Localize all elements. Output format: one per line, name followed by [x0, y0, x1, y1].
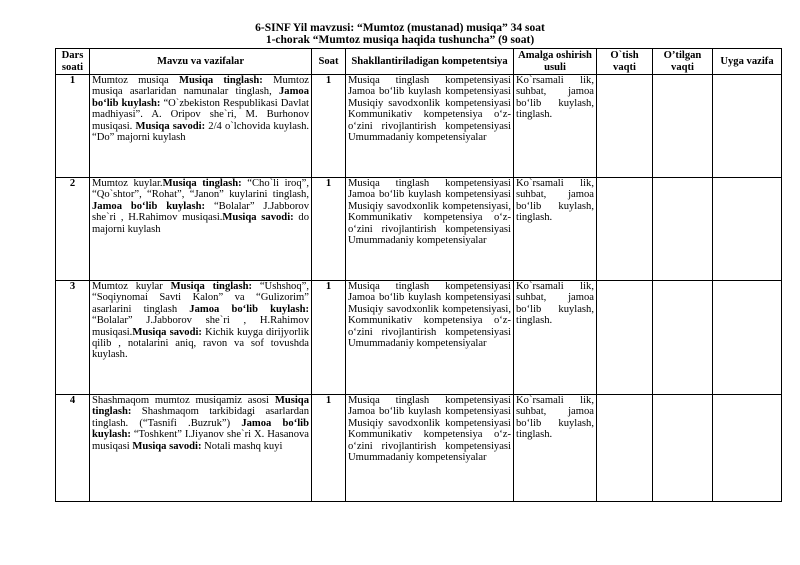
- title-line-2: 1-chorak “Mumtoz musiqa haqida tushuncha” (9 soat): [265, 34, 535, 46]
- cell-num: 2: [56, 178, 90, 281]
- cell-mavzu: [90, 281, 312, 395]
- bold-run: Musiqa tinglash:: [162, 178, 242, 189]
- cell-uyga-vazifa: [713, 178, 782, 281]
- text-run: “Bolalar” J.Jabborov she`ri , H.Rahimov musiqasi.: [92, 315, 309, 338]
- cell-num: 3: [56, 281, 90, 395]
- cell-otish-vaqti: [597, 281, 653, 395]
- bold-run: Musiqa savodi:: [135, 120, 206, 132]
- text-run: Kichik kuyga dirijyorlik qilib , notalarini aniq, ravon va sof tovushda kuylash.: [92, 326, 309, 361]
- lesson-plan-table: [55, 48, 782, 502]
- text-run: Shashmaqom mumtoz musiqamiz asosi: [92, 395, 275, 406]
- cell-uyga-vazifa: [713, 75, 782, 178]
- text-run: 2/4 o`lchovida kuylash. “Do” majorni kuylash: [92, 120, 310, 144]
- cell-num: 1: [56, 75, 90, 178]
- cell-otish-vaqti: [597, 75, 653, 178]
- cell-otilgan-vaqti: [653, 281, 713, 395]
- cell-otilgan-vaqti: [653, 75, 713, 178]
- cell-mavzu: [90, 395, 312, 502]
- cell-kompetensiya: Musiqa tinglash kompetensiyasi Jamoa bo‘lib kuylash kompetensiyasi Musiqiy savodxonlik kompetensiyasi, Kommunikativ kompetensiya o‘z-o‘zini rivojlantirish kompetensiyasi Umummadaniy kompetensiyalar: [346, 281, 514, 395]
- cell-soat: 1: [312, 395, 346, 502]
- text-run: Mumtoz musiqa: [92, 75, 179, 86]
- cell-otish-vaqti: [597, 395, 653, 502]
- text-run: Mumtoz kuylar: [92, 281, 171, 292]
- bold-run: Jamoa bo‘lib kuylash:: [92, 417, 310, 441]
- bold-run: Musiqa tinglash:: [170, 281, 253, 292]
- cell-usul: Ko`rsamali lik, suhbat, jamoa bo‘lib kuylash, tinglash.: [514, 395, 597, 502]
- document-header: [0, 22, 800, 46]
- header-usul: Amalga oshirish usuli: [514, 49, 597, 75]
- table-header-row: [56, 49, 782, 75]
- header-dars-soati: Dars soati: [56, 49, 90, 75]
- text-run: “Ushshoq”, “Soqiynomai Savti Kalon” va “Gulizorim” asarlarini tinglash: [92, 281, 309, 315]
- bold-run: Jamoa bo‘lib kuylash:: [92, 86, 309, 109]
- header-soat: Soat: [312, 49, 346, 75]
- cell-mavzu: [90, 75, 312, 178]
- cell-usul: Ko`rsamali lik, suhbat, jamoa bo‘lib kuylash, tinglash.: [514, 75, 597, 178]
- text-run: do majorni kuylash: [92, 212, 310, 235]
- cell-soat: 1: [312, 75, 346, 178]
- header-otilgan-vaqti: O’tilgan vaqti: [653, 49, 713, 75]
- cell-soat: 1: [312, 178, 346, 281]
- cell-kompetensiya: Musiqa tinglash kompetensiyasi Jamoa bo‘lib kuylash kompetensiyasi Musiqiy savodxonlik kompetensiyasi, Kommunikativ kompetensiya o‘z-o‘zini rivojlantirish kompetensiyasi Umummadaniy kompetensiyalar: [346, 178, 514, 281]
- cell-otilgan-vaqti: [653, 395, 713, 502]
- table-row: [56, 281, 782, 395]
- bold-run: Musiqa savodi:: [132, 440, 202, 452]
- text-run: “O`zbekiston Respublikasi Davlat madhiyasi”. A. Oripov she`ri, M. Burhonov musiqasi.: [92, 97, 309, 132]
- cell-uyga-vazifa: [713, 281, 782, 395]
- bold-run: Musiqa savodi:: [132, 326, 202, 338]
- cell-uyga-vazifa: [713, 395, 782, 502]
- bold-run: Jamoa bo‘lib kuylash:: [92, 200, 206, 212]
- header-kompetensiya: Shakllantiriladigan kompetentsiya: [346, 49, 514, 75]
- text-run: “Cho`li iroq”, “Qo`shtor”, “Rohat”, “Janon” kuylarini tinglash,: [92, 178, 309, 201]
- cell-num: 4: [56, 395, 90, 502]
- text-run: Notali mashq kuyi: [201, 440, 283, 452]
- text-run: Mumtoz musiqa asarlaridan namunalar tinglash,: [92, 75, 309, 98]
- bold-run: Musiqa tinglash:: [179, 75, 263, 86]
- cell-usul: Ko`rsamali lik, suhbat, jamoa bo‘lib kuylash, tinglash.: [514, 281, 597, 395]
- cell-usul: Ko`rsamali lik, suhbat, jamoa bo‘lib kuylash, tinglash.: [514, 178, 597, 281]
- cell-soat: 1: [312, 281, 346, 395]
- bold-run: Jamoa bo‘lib kuylash:: [189, 303, 309, 315]
- table-row: [56, 75, 782, 178]
- header-uyga-vazifa: Uyga vazifa: [713, 49, 782, 75]
- text-run: “Bolalar” J.Jabborov she`ri , H.Rahimov musiqasi.: [92, 200, 309, 224]
- cell-kompetensiya: Musiqa tinglash kompetensiyasi Jamoa bo‘lib kuylash kompetensiyasi Musiqiy savodxonlik kompetensiyasi Kommunikativ kompetensiya o‘z-o‘zini rivojlantirish kompetensiyasi Umummadaniy kompetensiyalar: [346, 75, 514, 178]
- cell-mavzu: [90, 178, 312, 281]
- table-row: [56, 178, 782, 281]
- header-otish-vaqti: O`tish vaqti: [597, 49, 653, 75]
- cell-kompetensiya: Musiqa tinglash kompetensiyasi Jamoa bo‘lib kuylash kompetensiyasi Musiqiy savodxonlik kompetensiyasi Kommunikativ kompetensiya o‘z-o‘zini rivojlantirish kompetensiyasi Umummadaniy kompetensiyalar: [346, 395, 514, 502]
- text-run: Shashmaqom tarkibidagi asarlardan tinglash. (“Tasnifi .Buzruk”): [92, 406, 309, 429]
- title-line-1: 6-SINF Yil mavzusi: “Mumtoz (mustanad) musiqa” 34 soat: [255, 22, 545, 34]
- header-mavzu: Mavzu va vazifalar: [90, 49, 312, 75]
- text-run: “Toshkent” I.Jiyanov she`ri X. Hasanova musiqasi: [92, 429, 309, 452]
- text-run: Mumtoz kuylar.: [92, 178, 163, 189]
- cell-otilgan-vaqti: [653, 178, 713, 281]
- bold-run: Musiqa savodi:: [222, 212, 294, 224]
- cell-otish-vaqti: [597, 178, 653, 281]
- bold-run: Musiqa tinglash:: [92, 395, 309, 418]
- table-row: [56, 395, 782, 502]
